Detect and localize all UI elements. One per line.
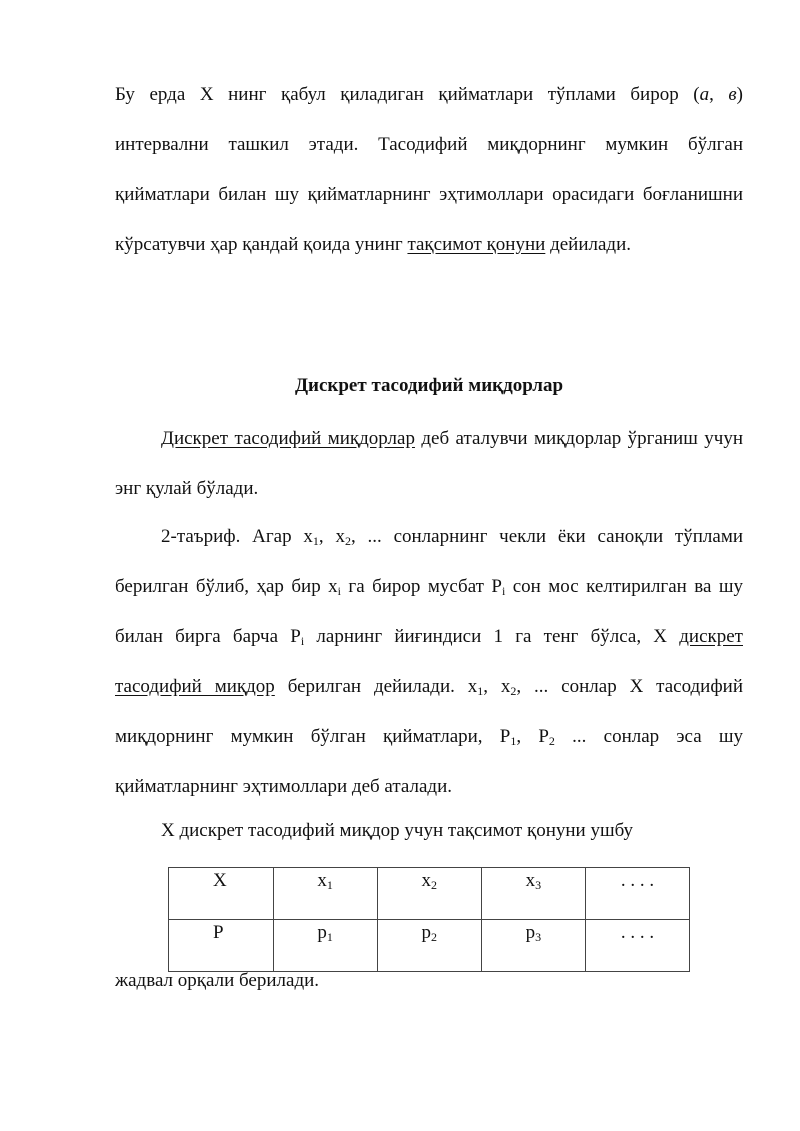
subscript: 3 (535, 930, 542, 944)
paragraph-definition-2 (115, 512, 743, 812)
text-run: ларнинг йиғиндиси 1 га тенг бўлса, X (304, 626, 680, 647)
subscript: 2 (510, 684, 517, 698)
text-run: , P (516, 726, 549, 747)
text-run: , x (483, 676, 511, 697)
subscript: 2 (548, 734, 555, 748)
table-cell-ellipsis: . . . . (585, 868, 689, 920)
cell-text: p (421, 922, 431, 943)
cell-text: x (421, 870, 431, 891)
cell-text: p (317, 922, 327, 943)
term-distribution-law: тақсимот қонуни (407, 234, 546, 255)
text-run: ) интервални ташкил этади. Тасодифий миқдорнинг мумкин бўлган қийматлари билан шу қийматларнинг эҳтимоллари орасидаги боғланишни кўрсатувчи ҳар қандай қоида унинг (115, 84, 743, 255)
cell-text: p (525, 922, 536, 943)
subscript: 3 (535, 878, 542, 892)
subscript: i (501, 584, 506, 598)
variable-a: а (699, 84, 710, 105)
subscript: 1 (326, 878, 333, 892)
paragraph-intro (115, 70, 743, 270)
table-cell-ellipsis: . . . . (585, 920, 689, 972)
cell-text: x (525, 870, 536, 891)
text-run: деб аталувчи миқдорлар ўрганиш учун энг қулай бўлади. (115, 428, 743, 499)
subscript: i (337, 584, 341, 598)
text-run: га бирор мусбат P (340, 576, 502, 597)
term-discrete-variable: дискрет тасодифий миқдор (115, 626, 743, 697)
table-row-values (169, 868, 690, 920)
text-run: дейилади. (545, 234, 632, 255)
subscript: 1 (510, 734, 517, 748)
table-cell-header: P (169, 920, 274, 972)
table-cell (481, 868, 585, 920)
text-run: ... сонлар эса шу қийматларнинг эҳтимоллари деб аталади. (115, 726, 743, 797)
text-run: сон мос келтирилган ва шу билан бирга барча P (115, 576, 743, 647)
cell-text: x (317, 870, 327, 891)
term-discrete-variables: Дискрет тасодифий миқдорлар (161, 428, 415, 449)
text-run: берилган дейилади. x (274, 676, 478, 697)
text-run: , x (318, 526, 345, 547)
table-cell-header: X (169, 868, 274, 920)
subscript: 2 (430, 930, 437, 944)
text-run: , ... сонлар X тасодифий миқдорнинг мумкин бўлган қийматлари, P (115, 676, 744, 747)
subscript: i (300, 634, 305, 648)
subscript: 2 (430, 878, 437, 892)
table-cell (377, 868, 481, 920)
subscript: 1 (326, 930, 333, 944)
paragraph-table-intro: X дискрет тасодифий миқдор учун тақсимот қонуни ушбу (161, 820, 634, 841)
variable-b: в (728, 84, 737, 105)
table-cell (273, 868, 377, 920)
text-run: , (709, 84, 729, 105)
subscript: 2 (344, 534, 351, 548)
subscript: 1 (477, 684, 484, 698)
paragraph-closing: жадвал орқали берилади. (115, 970, 320, 991)
section-heading: Дискрет тасодифий миқдорлар (294, 375, 564, 396)
paragraph-discrete-intro (115, 414, 743, 514)
text-run: Бу ерда X нинг қабул қиладиган қийматлари тўплами бирор ( (115, 84, 700, 105)
text-run: 2-таъриф. Агар x (161, 526, 313, 547)
text-run: , ... сонларнинг чекли ёки саноқли тўплами берилган бўлиб, ҳар бир x (115, 526, 744, 597)
subscript: 1 (312, 534, 319, 548)
